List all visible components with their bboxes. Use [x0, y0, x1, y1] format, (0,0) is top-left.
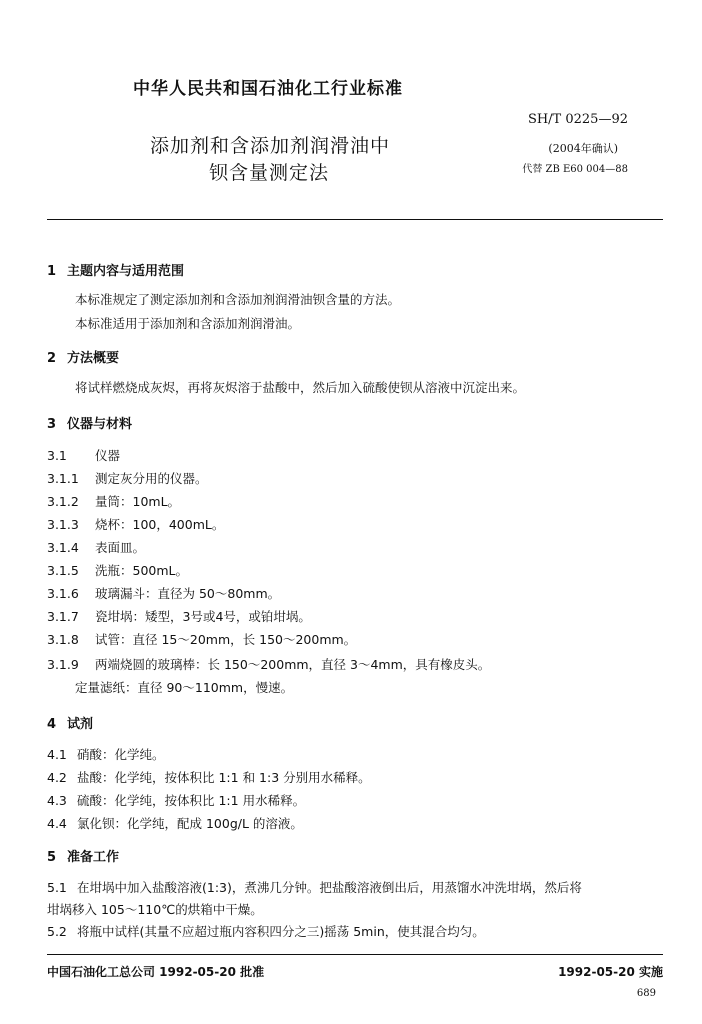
section-number: 3 — [47, 417, 57, 432]
approval-line: 中国石油化工总公司 1992-05-20 批准 — [47, 965, 265, 979]
list-item — [47, 584, 280, 602]
section-number: 5 — [47, 850, 57, 865]
confirmation-note: (2004年确认) — [548, 142, 618, 155]
item-text: 氯化钡：化学纯，配成 100g/L 的溶液。 — [77, 816, 303, 831]
list-item-continuation: 坩埚移入 105～110℃的烘箱中干燥。 — [47, 902, 263, 917]
footer-divider — [47, 954, 663, 955]
section-number: 2 — [47, 351, 57, 366]
item-text: 洗瓶：500mL。 — [95, 563, 188, 578]
item-text: 在坩埚中加入盐酸溶液(1:3)，煮沸几分钟。把盐酸溶液倒出后，用蒸馏水冲洗坩埚，然后将 — [77, 880, 582, 895]
item-number: 5.1 — [47, 880, 67, 895]
paragraph: 本标准适用于添加剂和含添加剂润滑油。 — [75, 316, 301, 331]
section-3-heading — [47, 413, 132, 432]
list-item — [47, 469, 208, 487]
section-1-heading — [47, 260, 184, 279]
item-number: 4.1 — [47, 747, 67, 762]
list-item — [47, 814, 303, 832]
list-item — [47, 791, 305, 809]
item-number: 3.1.6 — [47, 586, 79, 601]
section-2-heading — [47, 347, 119, 366]
list-item — [47, 878, 582, 896]
item-text: 测定灰分用的仪器。 — [95, 471, 208, 486]
header-divider — [47, 219, 663, 220]
item-text: 瓷坩埚：矮型，3号或4号，或铂坩埚。 — [95, 609, 311, 624]
material-text: 定量滤纸：直径 90～110mm，慢速。 — [75, 680, 294, 695]
list-item — [47, 922, 485, 940]
paragraph: 本标准规定了测定添加剂和含添加剂润滑油钡含量的方法。 — [75, 292, 401, 307]
replaces-note: 代替 ZB E60 004—88 — [522, 164, 628, 175]
list-item — [47, 446, 120, 464]
section-4-heading — [47, 713, 93, 732]
item-number: 3.1.1 — [47, 471, 79, 486]
item-number: 3.1.3 — [47, 517, 79, 532]
section-number: 4 — [47, 717, 57, 732]
item-text: 将瓶中试样(其量不应超过瓶内容积四分之三)摇荡 5min，使其混合均匀。 — [77, 924, 485, 939]
document-title-line-1: 添加剂和含添加剂润滑油中 — [150, 135, 391, 157]
item-text: 玻璃漏斗：直径为 50～80mm。 — [95, 586, 281, 601]
document-title-line-2: 钡含量测定法 — [209, 162, 330, 184]
item-text: 量筒：10mL。 — [95, 494, 181, 509]
item-text: 试管：直径 15～20mm，长 150～200mm。 — [95, 632, 357, 647]
section-title: 试剂 — [67, 717, 94, 732]
list-item — [47, 515, 224, 533]
item-text: 硫酸：化学纯，按体积比 1:1 用水稀释。 — [77, 793, 306, 808]
page-number: 689 — [636, 988, 656, 999]
list-item — [47, 768, 371, 786]
list-item — [47, 655, 490, 673]
section-title: 主题内容与适用范围 — [67, 264, 185, 279]
item-number: 5.2 — [47, 924, 67, 939]
list-item — [47, 492, 180, 510]
item-text: 两端烧圆的玻璃棒：长 150～200mm，直径 3～4mm，具有橡皮头。 — [95, 657, 491, 672]
list-item — [47, 607, 311, 625]
item-number: 3.1.4 — [47, 540, 79, 555]
list-item — [47, 630, 356, 648]
section-title: 仪器与材料 — [67, 417, 133, 432]
section-title: 准备工作 — [67, 850, 120, 865]
list-item — [47, 538, 145, 556]
item-text: 硝酸：化学纯。 — [77, 747, 165, 762]
item-number: 3.1 — [47, 448, 67, 463]
item-text: 仪器 — [95, 448, 121, 463]
section-title: 方法概要 — [67, 351, 120, 366]
item-number: 3.1.5 — [47, 563, 79, 578]
list-item — [47, 561, 188, 579]
item-number: 4.3 — [47, 793, 67, 808]
item-number: 4.4 — [47, 816, 67, 831]
section-5-heading — [47, 846, 119, 865]
section-number: 1 — [47, 264, 57, 279]
item-text: 烧杯：100，400mL。 — [95, 517, 225, 532]
item-number: 3.1.2 — [47, 494, 79, 509]
implementation-date: 1992-05-20 实施 — [558, 965, 663, 979]
paragraph: 将试样燃烧成灰烬，再将灰烬溶于盐酸中，然后加入硫酸使钡从溶液中沉淀出来。 — [75, 380, 526, 395]
standard-code: SH/T 0225—92 — [527, 112, 628, 127]
item-text: 表面皿。 — [95, 540, 146, 555]
item-number: 3.1.7 — [47, 609, 79, 624]
item-number: 3.1.9 — [47, 657, 79, 672]
list-item — [47, 745, 165, 763]
item-number: 4.2 — [47, 770, 67, 785]
item-number: 3.1.8 — [47, 632, 79, 647]
item-text: 盐酸：化学纯，按体积比 1:1 和 1:3 分别用水稀释。 — [77, 770, 371, 785]
standard-category-title: 中华人民共和国石油化工行业标准 — [133, 79, 403, 99]
